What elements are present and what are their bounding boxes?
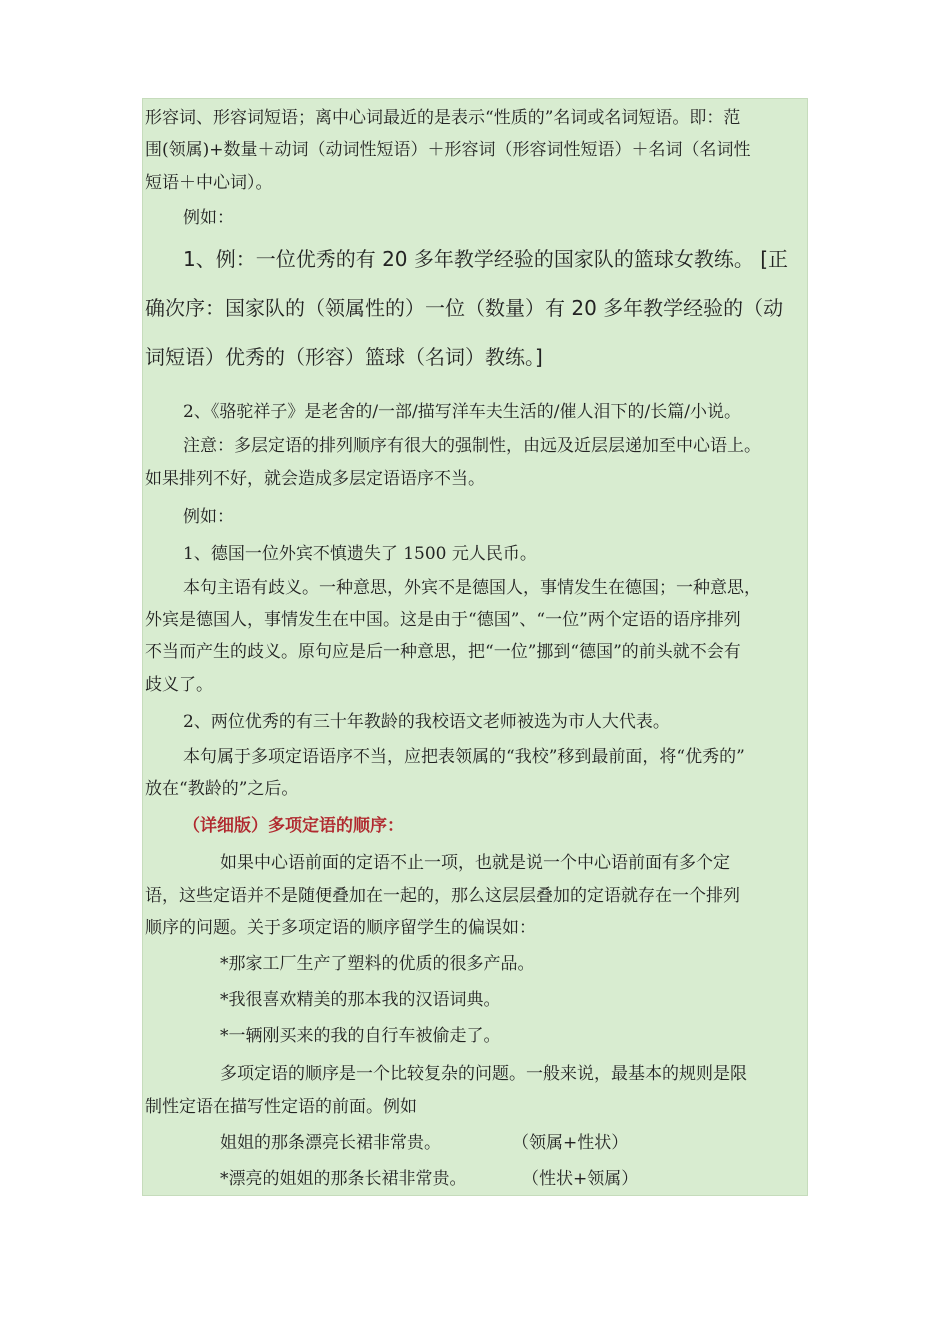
text-line: *漂亮的姐姐的那条长裙非常贵。 (220, 1169, 467, 1189)
text-line: 外宾是德国人，事情发生在中国。这是由于“德国”、“一位”两个定语的语序排列 (145, 610, 741, 630)
text-line: *一辆刚买来的我的自行车被偷走了。 (220, 1026, 501, 1046)
text-line: 1、德国一位外宾不慎遗失了 1500 元人民币。 (183, 544, 537, 564)
text-line: 歧义了。 (145, 675, 213, 695)
text-line: 2、两位优秀的有三十年教龄的我校语文老师被选为市人大代表。 (183, 712, 670, 732)
text-line: 制性定语在描写性定语的前面。例如 (145, 1097, 417, 1117)
text-line: （领属+性状） (512, 1133, 629, 1153)
text-line: 形容词、形容词短语；离中心词最近的是表示“性质的”名词或名词短语。即：范 (145, 108, 741, 128)
text-line: 确次序：国家队的（领属性的）一位（数量）有 20 多年教学经验的（动 (145, 296, 784, 320)
text-line: 2、《骆驼祥子》是老舍的/一部/描写洋车夫生活的/催人泪下的/长篇/小说。 (183, 402, 741, 422)
text-line: 本句主语有歧义。一种意思，外宾不是德国人，事情发生在德国；一种意思， (183, 578, 761, 598)
text-line: 多项定语的顺序是一个比较复杂的问题。一般来说，最基本的规则是限 (220, 1064, 747, 1084)
text-line: 词短语）优秀的（形容）篮球（名词）教练。] (145, 345, 543, 369)
text-line: *我很喜欢精美的那本我的汉语词典。 (220, 990, 501, 1010)
text-line: 本句属于多项定语语序不当，应把表领属的“我校”移到最前面，将“优秀的” (183, 747, 745, 767)
text-line: 例如： (183, 208, 234, 228)
text-line: *那家工厂生产了塑料的优质的很多产品。 (220, 954, 535, 974)
section-heading: （详细版）多项定语的顺序： (183, 816, 404, 836)
text-line: 如果排列不好，就会造成多层定语语序不当。 (145, 469, 485, 489)
text-line: 注意：多层定语的排列顺序有很大的强制性，由远及近层层递加至中心语上。 (183, 436, 761, 456)
text-line: 围(领属)+数量＋动词（动词性短语）＋形容词（形容词性短语）＋名词（名词性 (145, 140, 751, 160)
text-line: 语，这些定语并不是随便叠加在一起的，那么这层层叠加的定语就存在一个排列 (145, 886, 740, 906)
text-line: 放在“教龄的”之后。 (145, 779, 299, 799)
text-line: 短语＋中心词）。 (145, 173, 273, 193)
text-line: （性状+领属） (522, 1169, 639, 1189)
text-line: 1、例：一位优秀的有 20 多年教学经验的国家队的篮球女教练。 [正 (183, 247, 789, 271)
text-line: 姐姐的那条漂亮长裙非常贵。 (220, 1133, 441, 1153)
text-line: 如果中心语前面的定语不止一项，也就是说一个中心语前面有多个定 (220, 853, 730, 873)
text-line: 顺序的问题。关于多项定语的顺序留学生的偏误如： (145, 918, 536, 938)
text-line: 例如： (183, 507, 234, 527)
text-line: 不当而产生的歧义。原句应是后一种意思，把“一位”挪到“德国”的前头就不会有 (145, 642, 741, 662)
